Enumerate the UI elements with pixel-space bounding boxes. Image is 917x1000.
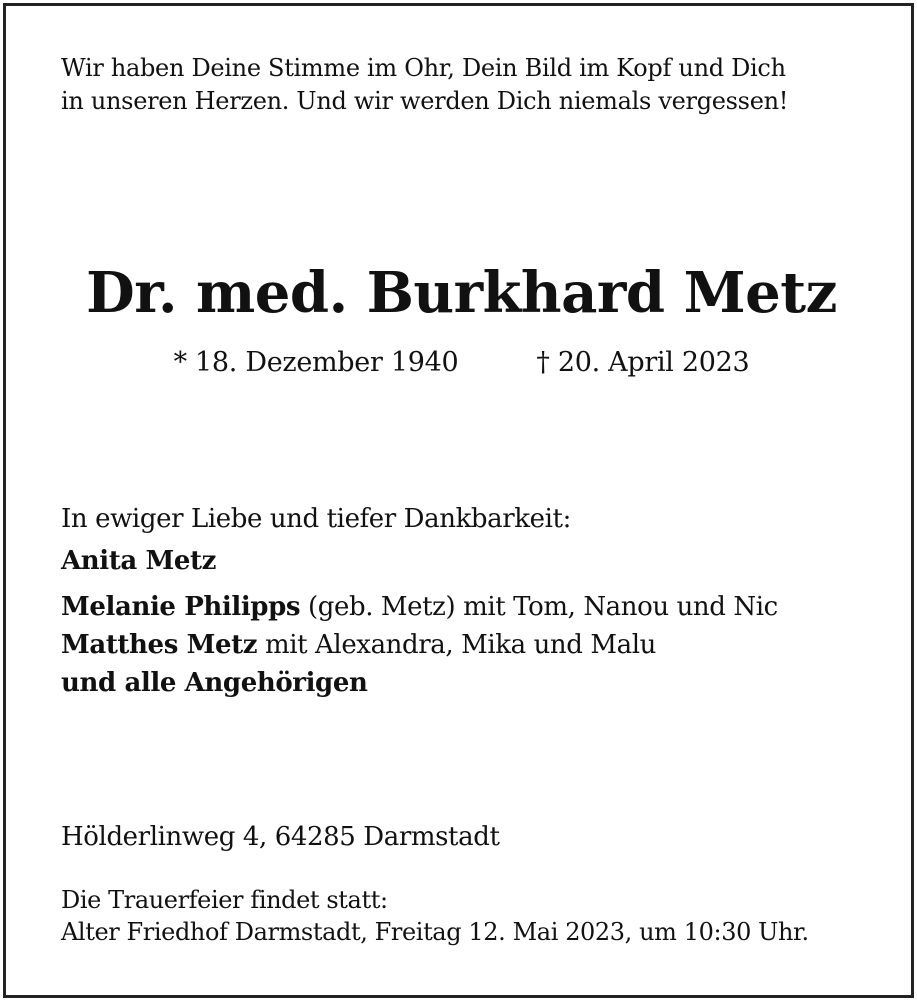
mourners-intro: In ewiger Liebe und tiefer Dankbarkeit:	[61, 504, 571, 534]
mourner-melanie-name: Melanie Philipps	[61, 592, 301, 622]
ceremony-intro: Die Trauerfeier findet statt:	[61, 886, 388, 914]
motto-line-1: Wir haben Deine Stimme im Ohr, Dein Bild im Kopf und Dich	[61, 54, 786, 82]
mourners-list	[61, 500, 778, 702]
mourner-anita: Anita Metz	[61, 546, 216, 576]
mourner-matthes	[61, 626, 778, 664]
life-dates	[6, 345, 917, 381]
birth-date: * 18. Dezember 1940	[173, 347, 459, 378]
ceremony-info	[61, 884, 809, 948]
notice-frame	[3, 3, 914, 998]
mourner-melanie	[61, 588, 778, 626]
death-date: † 20. April 2023	[536, 347, 750, 378]
mourner-matthes-rest: mit Alexandra, Mika und Malu	[257, 630, 656, 660]
mourner-others: und alle Angehörigen	[61, 668, 368, 698]
deceased-name: Dr. med. Burkhard Metz	[86, 260, 837, 326]
motto-text	[61, 52, 788, 118]
mourner-matthes-name: Matthes Metz	[61, 630, 258, 660]
ceremony-details: Alter Friedhof Darmstadt, Freitag 12. Mai 2023, um 10:30 Uhr.	[61, 918, 809, 946]
mourner-melanie-rest: (geb. Metz) mit Tom, Nanou und Nic	[300, 592, 778, 622]
motto-line-2: in unseren Herzen. Und wir werden Dich niemals vergessen!	[61, 87, 789, 115]
address: Hölderlinweg 4, 64285 Darmstadt	[61, 822, 500, 852]
